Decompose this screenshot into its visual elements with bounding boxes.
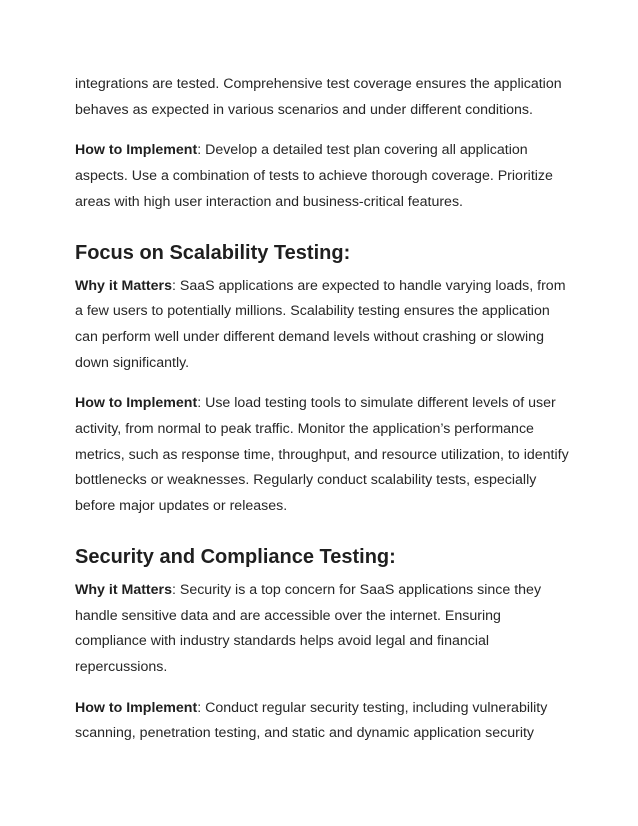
scalability-how-paragraph <box>75 391 575 520</box>
security-how-paragraph <box>75 696 575 747</box>
intro-how-to-implement-paragraph <box>75 138 575 215</box>
how-to-implement-text: : Conduct regular security testing, including vulnerability scanning, penetration testing, and static and dynamic application security <box>75 699 548 742</box>
why-it-matters-label: Why it Matters <box>75 277 172 294</box>
scalability-heading: Focus on Scalability Testing: <box>75 241 351 264</box>
security-why-paragraph <box>75 578 575 681</box>
how-to-implement-text: : Use load testing tools to simulate different levels of user activity, from normal to peak traffic. Monitor the application’s performance metrics, such as response time, throughput, and resource utilization, to identify bottlenecks or weaknesses. Regularly conduct scalability tests, especially before major updates or releases. <box>75 395 569 515</box>
how-to-implement-label: How to Implement <box>75 699 198 716</box>
why-it-matters-text: : SaaS applications are expected to handle varying loads, from a few users to potentially millions. Scalability testing ensures the application can perform well under different demand levels without crashing or slowing down significantly. <box>75 277 566 371</box>
intro-paragraph: integrations are tested. Comprehensive test coverage ensures the application behaves as expected in various scenarios and under different conditions. <box>75 76 562 118</box>
why-it-matters-text: : Security is a top concern for SaaS applications since they handle sensitive data and are accessible over the internet. Ensuring compliance with industry standards helps avoid legal and financial repercussions. <box>75 581 542 675</box>
how-to-implement-text: : Develop a detailed test plan covering all application aspects. Use a combination of tests to achieve thorough coverage. Prioritize areas with high user interaction and business-critical features. <box>75 142 553 210</box>
scalability-why-paragraph <box>75 274 575 377</box>
how-to-implement-label: How to Implement <box>75 142 198 159</box>
security-heading: Security and Compliance Testing: <box>75 545 396 568</box>
document-content <box>75 72 575 747</box>
how-to-implement-label: How to Implement <box>75 395 198 412</box>
why-it-matters-label: Why it Matters <box>75 581 172 598</box>
